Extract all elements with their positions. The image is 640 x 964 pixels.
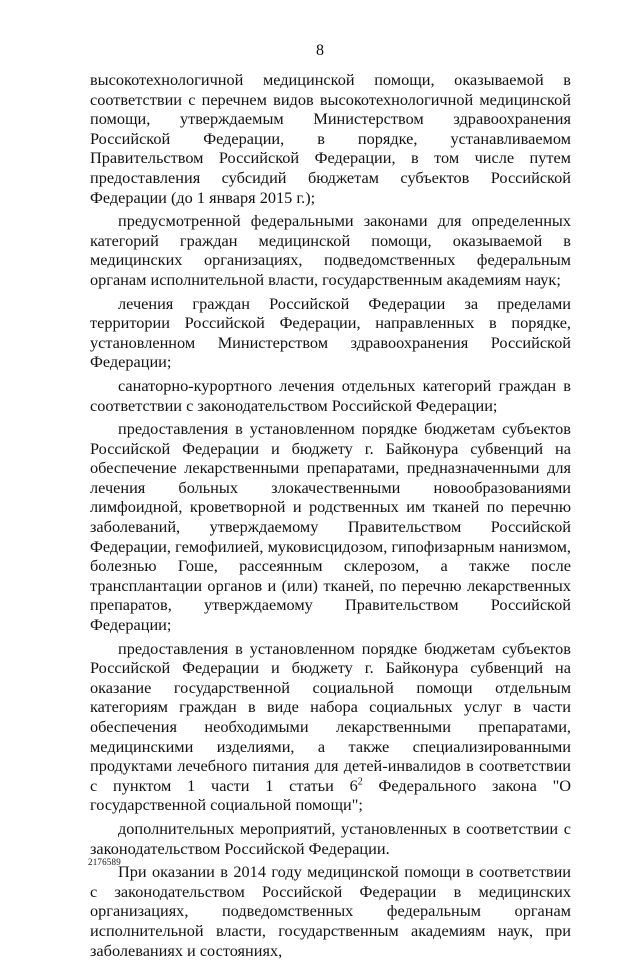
paragraph-social-assistance-subventions [90,639,571,815]
paragraph-social-assistance-tail: Федерального закона "О государственной социальной помощи"; [90,775,572,815]
paragraph-federal-laws-care: предусмотренной федеральными законами для определенных категорий граждан медицинской помощи, оказываемой в медицинских организациях, подведомственных федеральным органам исполнительной власти, государственным академиям наук; [90,211,571,289]
paragraph-hightech-care: высокотехнологичной медицинской помощи, оказываемой в соответствии с перечнем видов высокотехнологичной медицинской помощи, утверждаемым Министерством здравоохранения Российской Федерации, в порядке, устанавливаемом Правительством Российской Федерации, в том числе путем предоставления субсидий бюджетам субъектов Российской Федерации (до 1 января 2015 г.); [90,70,571,207]
paragraph-additional-measures: дополнительных мероприятий, установленных в соответствии с законодательством Российской Федерации. [90,818,571,858]
page-number: 8 [316,42,324,59]
document-code: 2176589 [88,857,121,867]
paragraph-medicines-subventions: предоставления в установленном порядке бюджетам субъектов Российской Федерации и бюджету г. Байконура субвенций на обеспечение лекарственными препаратами, предназначенными для лечения больных злокачественными новообразованиями лимфоидной, кроветворной и родственных им тканей по перечню заболеваний, утверждаемому Правительством Российской Федерации, гемофилией, муковисцидозом, гипофизарным нанизмом, болезнью Гоше, рассеянным склерозом, а также после трансплантации органов и (или) тканей, по перечню лекарственных препаратов, утверждаемому Правительством Российской Федерации; [90,419,571,635]
paragraph-care-2014: При оказании в 2014 году медицинской помощи в соответствии с законодательством Российской Федерации в медицинских организациях, подведомственных федеральным органам исполнительной власти, государственным академиям наук, при заболеваниях и состояниях, [90,862,571,960]
document-body [90,70,571,964]
paragraph-treatment-abroad: лечения граждан Российской Федерации за пределами территории Российской Федерации, направленных в порядке, установленном Министерством здравоохранения Российской Федерации; [90,293,571,372]
paragraph-sanatorium-treatment: санаторно-курортного лечения отдельных категорий граждан в соответствии с законодательством Российской Федерации; [90,375,571,415]
paragraph-social-assistance-text: предоставления в установленном порядке бюджетам субъектов Российской Федерации и бюджету г. Байконура субвенций на оказание государственной социальной помощи отдельным категориям граждан в виде набора социальных услуг в части обеспечения необходимыми лекарственными препаратами, медицинскими изделиями, а также специализированными продуктами лечебного питания для детей-инвалидов в соответствии с пунктом 1 части 1 статьи 6 [90,638,571,795]
article-superscript: 2 [357,776,363,788]
